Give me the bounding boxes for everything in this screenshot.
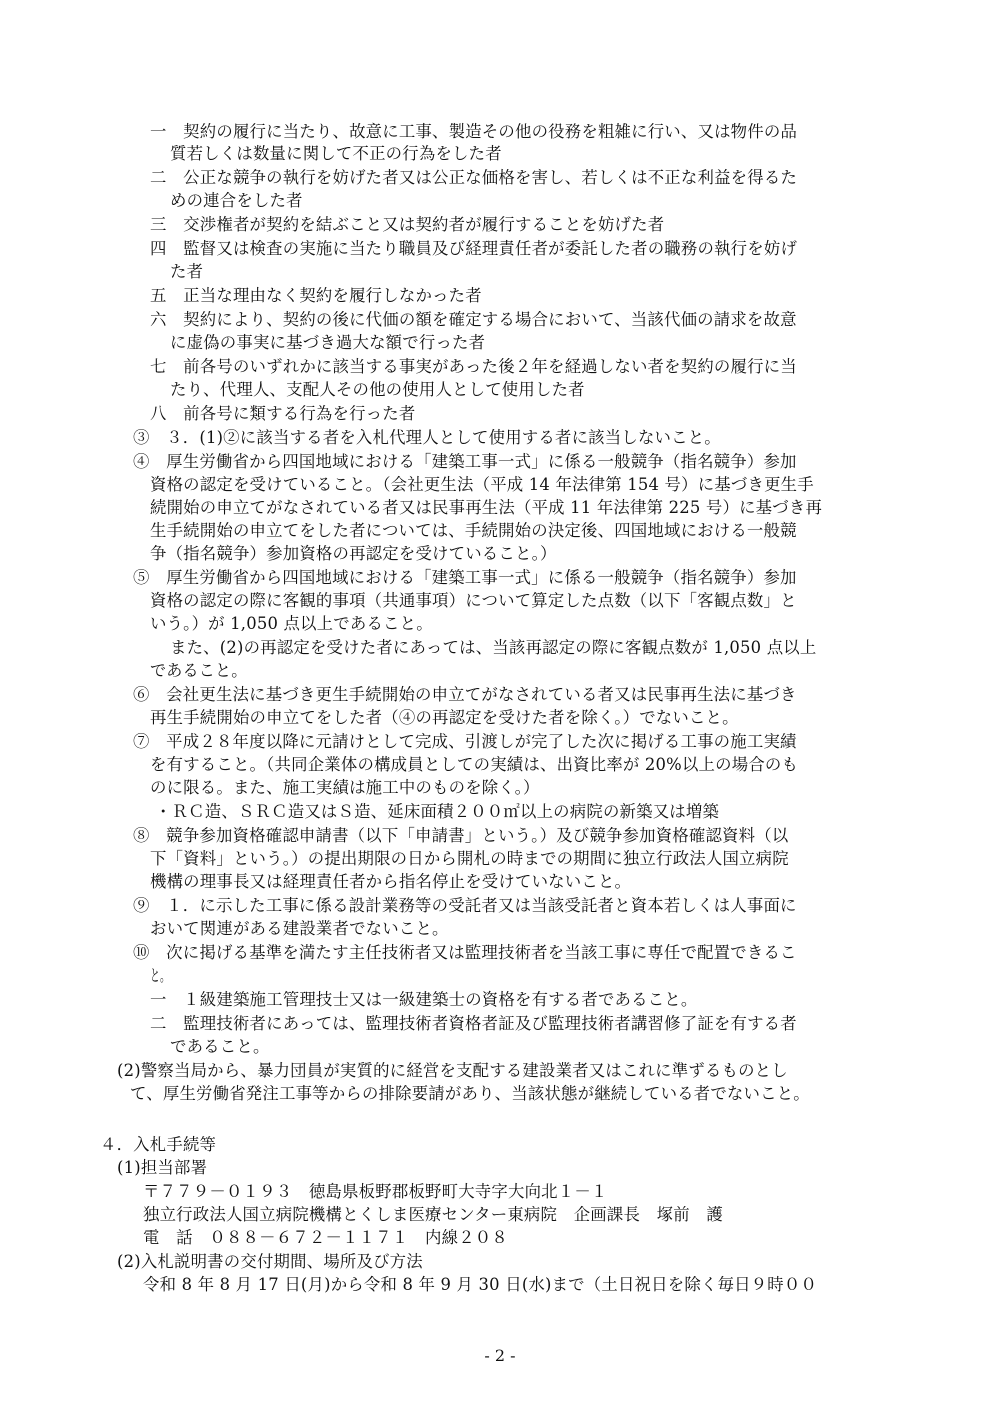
text-line: 〒７７９－０１９３ 徳島県板野郡板野町大寺字大向北１－１ — [143, 1182, 608, 1201]
text-line: (2)警察当局から、暴力団員が実質的に経営を支配する建設業者又はこれに準ずるものとし — [117, 1061, 788, 1080]
text-line: また、(2)の再認定を受けた者にあっては、当該再認定の際に客観点数が 1,050 点以上 — [170, 638, 817, 657]
text-line: 独立行政法人国立病院機構とくしま医療センター東病院 企画課長 塚前 護 — [143, 1205, 724, 1224]
text-line: ⑧ 競争参加資格確認申請書（以下「申請書」という。）及び競争参加資格確認資料（以 — [133, 826, 789, 845]
text-line: であること。 — [150, 661, 248, 680]
text-line: ⑤ 厚生労働省から四国地域における「建築工事一式」に係る一般競争（指名競争）参加 — [133, 568, 797, 587]
text-line: 三 交渉権者が契約を結ぶこと又は契約者が履行することを妨げた者 — [150, 215, 665, 234]
text-line: 資格の認定を受けていること。（会社更生法（平成 14 年法律第 154 号）に基づき更生手 — [150, 475, 814, 494]
text-line: 七 前各号のいずれかに該当する事実があった後２年を経過しない者を契約の履行に当 — [150, 357, 797, 376]
text-line: 六 契約により、契約の後に代価の額を確定する場合において、当該代価の請求を故意 — [150, 310, 797, 329]
text-line: 令和 8 年 8 月 17 日(月)から令和 8 年 9 月 30 日(水)まで（土日祝日を除く毎日９時００ — [143, 1275, 818, 1294]
text-line: たり、代理人、支配人その他の使用人として使用した者 — [170, 380, 585, 399]
text-line: 一 契約の履行に当たり、故意に工事、製造その他の役務を粗雑に行い、又は物件の品 — [150, 122, 798, 141]
text-line: 電 話 ０８８－６７２－１１７１ 内線２０８ — [143, 1228, 508, 1247]
text-line: と。 — [150, 966, 171, 985]
text-line: 五 正当な理由なく契約を履行しなかった者 — [150, 286, 482, 305]
text-line: いう。）が 1,050 点以上であること。 — [150, 614, 433, 633]
text-line: 資格の認定の際に客観的事項（共通事項）について算定した点数（以下「客観点数」と — [150, 591, 797, 610]
page-number: - 2 - — [484, 1346, 516, 1365]
text-line: ⑥ 会社更生法に基づき更生手続開始の申立てがなされている者又は民事再生法に基づき — [133, 685, 797, 704]
text-line: 質若しくは数量に関して不正の行為をした者 — [170, 144, 502, 163]
text-line: 四 監督又は検査の実施に当たり職員及び経理責任者が委託した者の職務の執行を妨げ — [150, 239, 798, 258]
text-line: (2)入札説明書の交付期間、場所及び方法 — [117, 1252, 423, 1271]
text-line: ④ 厚生労働省から四国地域における「建築工事一式」に係る一般競争（指名競争）参加 — [133, 452, 797, 471]
text-line: のに限る。また、施工実績は施工中のものを除く。） — [150, 778, 540, 797]
text-line: 生手続開始の申立てをした者については、手続開始の決定後、四国地域における一般競 — [150, 521, 797, 540]
text-line: 下「資料」という。）の提出期限の日から開札の時までの期間に独立行政法人国立病院 — [150, 849, 789, 868]
text-line: ③ ３．(1)②に該当する者を入札代理人として使用する者に該当しないこと。 — [133, 428, 721, 447]
text-line: 一 １級建築施工管理技士又は一級建築士の資格を有する者であること。 — [150, 990, 698, 1009]
text-line: めの連合をした者 — [170, 191, 303, 210]
text-line: 再生手続開始の申立てをした者（④の再認定を受けた者を除く。）でないこと。 — [150, 708, 739, 727]
text-line: 争（指名競争）参加資格の再認定を受けていること。） — [150, 544, 557, 563]
text-line: おいて関連がある建設業者でないこと。 — [150, 919, 449, 938]
text-line: 続開始の申立てがなされている者又は民事再生法（平成 11 年法律第 225 号）に基づき再 — [150, 498, 823, 517]
text-line: ⑦ 平成２８年度以降に元請けとして完成、引渡しが完了した次に掲げる工事の施工実績 — [133, 732, 797, 751]
text-line: 機構の理事長又は経理責任者から指名停止を受けていないこと。 — [150, 872, 632, 891]
text-line: 八 前各号に類する行為を行った者 — [150, 404, 416, 423]
text-line: た者 — [170, 262, 204, 281]
text-line: ⑩ 次に掲げる基準を満たす主任技術者又は監理技術者を当該工事に専任で配置できるこ — [133, 943, 797, 962]
text-line: を有すること。（共同企業体の構成員としての実績は、出資比率が 20%以上の場合のも — [150, 755, 799, 774]
text-line: (1)担当部署 — [117, 1158, 208, 1177]
text-line: ４．入札手続等 — [100, 1135, 217, 1154]
text-line: 二 公正な競争の執行を妨げた者又は公正な価格を害し、若しくは不正な利益を得るた — [150, 168, 798, 187]
text-line: 二 監理技術者にあっては、監理技術者資格者証及び監理技術者講習修了証を有する者 — [150, 1014, 797, 1033]
text-line: て、厚生労働省発注工事等からの排除要請があり、当該状態が継続している者でないこと。 — [130, 1084, 810, 1103]
text-line: ⑨ １．に示した工事に係る設計業務等の受託者又は当該受託者と資本若しくは人事面に — [133, 896, 797, 915]
text-line: であること。 — [170, 1037, 270, 1056]
text-line: ・ＲＣ造、ＳＲＣ造又はＳ造、延床面積２００㎡以上の病院の新築又は増築 — [155, 802, 720, 821]
text-line: に虚偽の事実に基づき過大な額で行った者 — [170, 333, 486, 352]
